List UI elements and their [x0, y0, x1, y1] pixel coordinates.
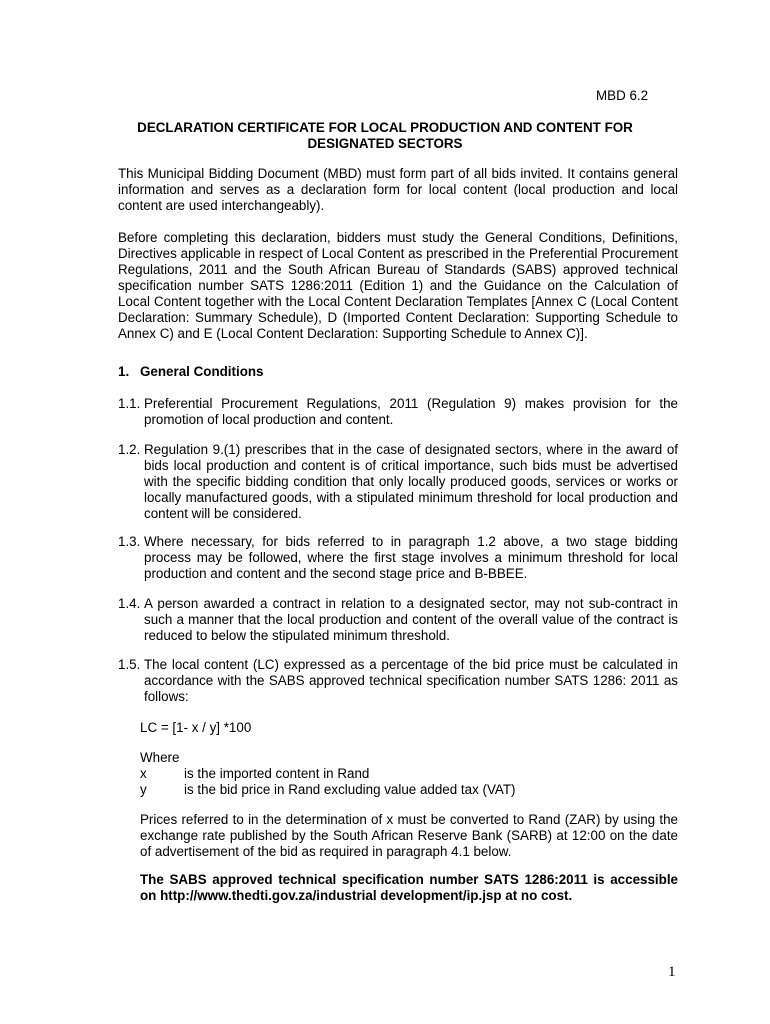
variable-row: [140, 766, 678, 782]
title-line-1: DECLARATION CERTIFICATE FOR LOCAL PRODUCTION AND CONTENT FOR: [137, 120, 633, 135]
sabs-access-note: The SABS approved technical specification number SATS 1286:2011 is accessible on http://www.thedti.gov.za/industrial development/ip.jsp at no cost.: [140, 872, 678, 903]
page-title: [100, 120, 670, 152]
where-label: Where: [140, 750, 180, 765]
section-heading: [118, 364, 264, 380]
item-text: A person awarded a contract in relation to a designated sector, may not sub-contract in such a manner that the local production and content of the overall value of the contract is reduced to below the stipulated minimum threshold.: [144, 596, 678, 643]
variable-symbol: y: [140, 782, 147, 797]
item-number: 1.2.: [118, 442, 141, 457]
lc-formula: LC = [1- x / y] *100: [140, 720, 252, 735]
item-number: 1.3.: [118, 534, 141, 549]
list-item: [118, 596, 678, 644]
where-block: [140, 750, 678, 798]
list-item: [118, 442, 678, 522]
list-item: [118, 657, 678, 705]
item-text: Regulation 9.(1) prescribes that in the case of designated sectors, where in the award of bids local production and content is of critical importance, such bids must be advertised with the specific bidding condition that only locally produced goods, services or works or locally manufactured goods, with a stipulated minimum threshold for local production and content will be considered.: [144, 442, 678, 521]
variable-row: [140, 782, 678, 798]
variable-symbol: x: [140, 766, 147, 781]
item-number: 1.4.: [118, 596, 141, 611]
prices-note: Prices referred to in the determination of x must be converted to Rand (ZAR) by using the exchange rate published by the South African Reserve Bank (SARB) at 12:00 on the date of advertisement of the bid as required in paragraph 4.1 below.: [140, 812, 678, 859]
page-number: 1: [668, 964, 676, 980]
intro-paragraph-1: This Municipal Bidding Document (MBD) must form part of all bids invited. It contains general information and serves as a declaration form for local content (local production and local content are used interchangeably).: [118, 166, 678, 213]
document-reference: MBD 6.2: [596, 88, 649, 103]
intro-paragraph-2: Before completing this declaration, bidders must study the General Conditions, Definitions, Directives applicable in respect of Local Content as prescribed in the Preferential Procurement Regulations, 2011 and the South African Bureau of Standards (SABS) approved technical specification number SATS 1286:2011 (Edition 1) and the Guidance on the Calculation of Local Content together with the Local Content Declaration Templates [Annex C (Local Content Declaration: Summary Schedule), D (Imported Content Declaration: Supporting Schedule to Annex C) and E (Local Content Declaration: Supporting Schedule to Annex C)].: [118, 230, 678, 341]
list-item: [118, 396, 678, 428]
variable-definition: is the bid price in Rand excluding value added tax (VAT): [184, 782, 516, 797]
item-text: Preferential Procurement Regulations, 2011 (Regulation 9) makes provision for the promotion of local production and content.: [144, 396, 678, 427]
section-title: General Conditions: [140, 364, 264, 379]
item-number: 1.5.: [118, 657, 141, 672]
item-text: The local content (LC) expressed as a percentage of the bid price must be calculated in accordance with the SABS approved technical specification number SATS 1286: 2011 as follows:: [144, 657, 678, 704]
item-text: Where necessary, for bids referred to in paragraph 1.2 above, a two stage bidding process may be followed, where the first stage involves a minimum threshold for local production and content and the second stage price and B-BBEE.: [144, 534, 678, 581]
title-line-2: DESIGNATED SECTORS: [307, 136, 463, 151]
section-number: 1.: [118, 364, 130, 379]
item-number: 1.1.: [118, 396, 141, 411]
variable-definition: is the imported content in Rand: [184, 766, 370, 781]
list-item: [118, 534, 678, 582]
